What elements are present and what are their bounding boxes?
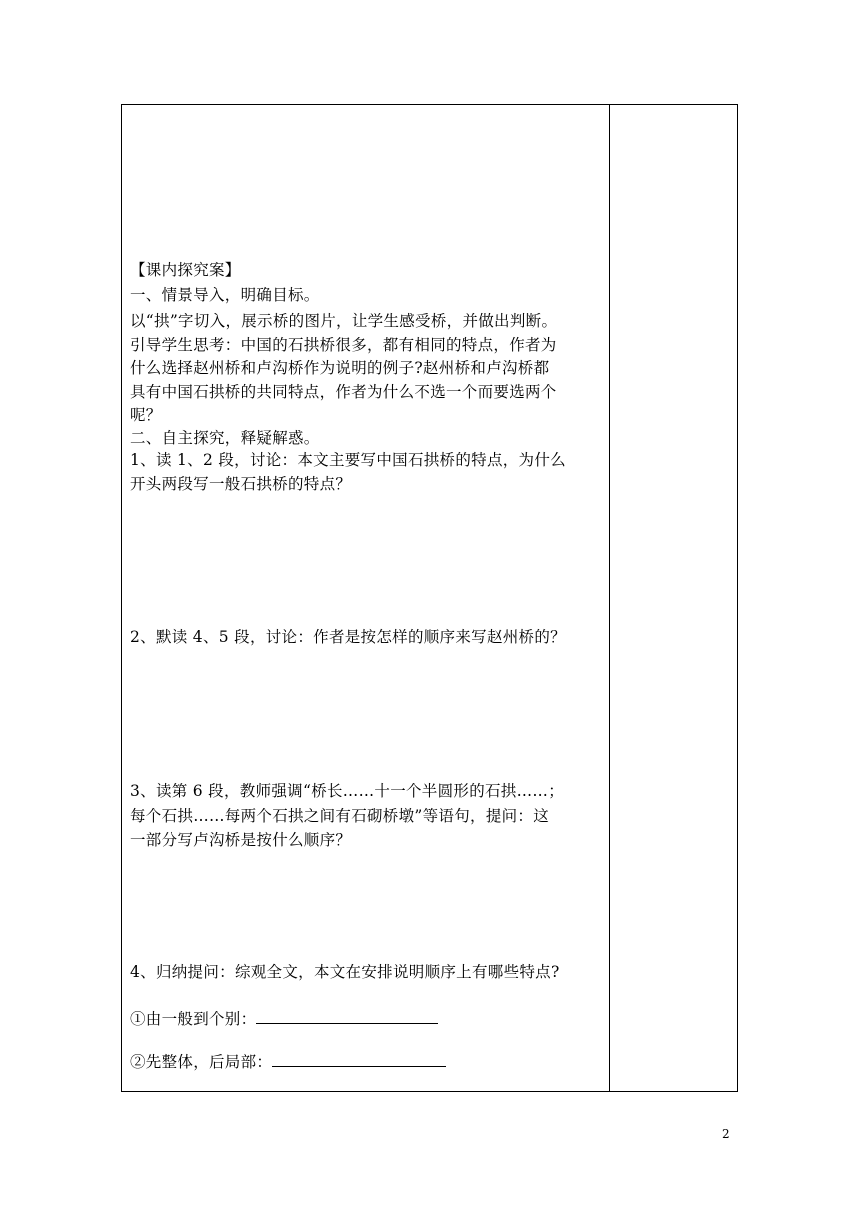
question-3-line-3: 一部分写卢沟桥是按什么顺序？ xyxy=(130,831,352,849)
content-table xyxy=(121,104,738,1092)
section-title: 【课内探究案】 xyxy=(130,261,241,279)
part1-line-2: 引导学生思考：中国的石拱桥很多，都有相同的特点，作者为 xyxy=(130,336,557,354)
part1-line-4: 具有中国石拱桥的共同特点，作者为什么不选一个而要选两个 xyxy=(130,383,557,401)
page-number: 2 xyxy=(722,1127,730,1141)
answer-1-blank[interactable] xyxy=(256,1009,438,1024)
answer-2-row xyxy=(130,1051,446,1073)
answer-1-row xyxy=(130,1008,438,1030)
question-3-line-2: 每个石拱……每两个石拱之间有石砌桥墩”等语句，提问：这 xyxy=(130,807,550,825)
part1-heading: 一、情景导入，明确目标。 xyxy=(130,286,320,304)
part2-heading: 二、自主探究，释疑解惑。 xyxy=(130,429,320,447)
question-1-line-1: 1、读 1、2 段，讨论：本文主要写中国石拱桥的特点，为什么 xyxy=(130,451,566,469)
part1-line-5: 呢？ xyxy=(130,406,162,424)
answer-1-label: ①由一般到个别： xyxy=(130,1010,257,1028)
answer-2-blank[interactable] xyxy=(272,1052,446,1067)
question-1-line-2: 开头两段写一般石拱桥的特点？ xyxy=(130,475,352,493)
answer-2-label: ②先整体，后局部： xyxy=(130,1053,273,1071)
question-2-line-1: 2、默读 4、5 段，讨论：作者是按怎样的顺序来写赵州桥的？ xyxy=(130,628,566,646)
part1-line-3: 什么选择赵州桥和卢沟桥作为说明的例子?赵州桥和卢沟桥都 xyxy=(130,359,550,377)
part1-line-1: 以“拱”字切入，展示桥的图片，让学生感受桥，并做出判断。 xyxy=(130,312,558,330)
column-divider xyxy=(609,104,610,1092)
question-3-line-1: 3、读第 6 段，教师强调“桥长……十一个半圆形的石拱……； xyxy=(130,782,565,800)
question-4-line: 4、归纳提问：综观全文，本文在安排说明顺序上有哪些特点? xyxy=(130,963,560,981)
